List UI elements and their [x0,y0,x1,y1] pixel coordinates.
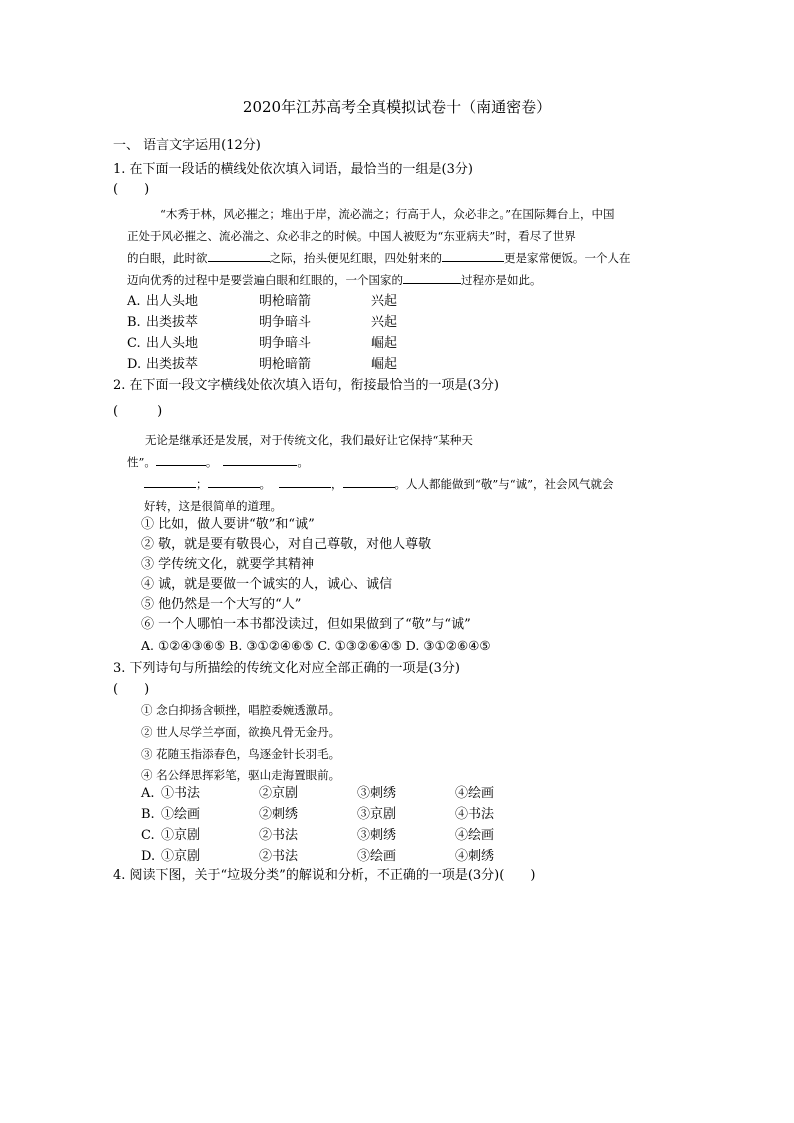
option-item: ②刺绣 [259,807,299,822]
fill-blank [343,475,395,488]
q3-stem: 3. 下列诗句与所描绘的传统文化对应全部正确的一项是(3分) [113,661,460,676]
option-item: ③刺绣 [357,786,397,801]
q2-sentence-1: ① 比如，做人要讲“敬”和“诚” [141,517,315,532]
q2-passage-text: ； [196,477,208,491]
q3-poem-1: ① 念白抑扬含顿挫，唱腔委婉透激昂。 [141,703,341,717]
fill-blank-3 [403,271,461,284]
q2-stem: 2. 在下面一段文字横线处依次填入语句，衔接最恰当的一项是(3分) [113,378,499,393]
q2-sentence-3: ③ 学传统文化，就要学其精神 [141,557,315,572]
q2-passage-text: 。人人都能做到“敬”与“诚”，社会风气就会 [394,477,614,491]
option-item: ①京剧 [161,828,201,843]
option-word: 出人头地 [146,294,199,309]
fill-blank-2 [442,249,504,262]
option-label: B. [141,807,155,822]
option-item: ①书法 [161,786,201,801]
option-item: ②京剧 [259,786,299,801]
option-item: ①京剧 [161,849,201,864]
q3-poem-2: ② 世人尽学兰亭面，欲换凡骨无金丹。 [141,725,341,739]
q2-sentence-5: ⑤ 他仍然是一个大写的“人” [141,597,302,612]
option-word: 崛起 [371,357,398,372]
fill-blank [279,475,331,488]
q1-answer-paren: ( ) [113,182,150,197]
option-label: C. [127,336,141,351]
q3-poem-3: ③ 花随玉指添春色，鸟逐金针长羽毛。 [141,747,341,761]
q1-passage-text: 之际，抬头便见红眼，四处射来的 [269,251,442,265]
fill-blank [144,475,196,488]
option-item: ④绘画 [455,828,495,843]
option-label: D. [127,357,142,372]
q2-passage-text: 。 [205,455,218,469]
option-label: D. [141,849,156,864]
option-item: ④绘画 [455,786,495,801]
exam-title: 2020年江苏高考全真模拟试卷十（南通密卷） [242,98,552,116]
option-word: 明枪暗箭 [259,294,312,309]
q1-passage-text: 的白眼，此时欲 [127,251,208,265]
q2-passage-text: 性”。 [127,455,156,469]
option-word: 出人头地 [146,336,199,351]
fill-blank-1 [208,249,270,262]
q2-answer-options: A. ①②④③⑥⑤ B. ③①②④⑥⑤ C. ①③②⑥④⑤ D. ③①②⑥④⑤ [141,638,491,653]
q2-passage-line1: 无论是继承还是发展，对于传统文化，我们最好让它保持“某种天 [145,433,473,447]
option-item: ②书法 [259,828,299,843]
q1-passage-line1: “木秀于林，风必摧之；堆出于岸，流必湍之；行高于人，众必非之。”在国际舞台上，中国 [160,207,615,221]
q2-passage-text: ， [331,477,343,491]
q2-passage-line3 [144,474,614,494]
option-word: 出类拔萃 [146,357,199,372]
q2-passage-text: 。 [259,477,271,491]
option-item: ③京剧 [357,807,397,822]
q2-sentence-6: ⑥ 一个人哪怕一本书都没读过，但如果做到了“敬”与“诚” [141,617,471,632]
q1-passage-text: 过程亦是如此。 [461,273,542,287]
q1-passage-line3 [127,248,631,268]
option-word: 出类拔萃 [146,315,199,330]
q2-sentence-4: ④ 诚，就是要做一个诚实的人，诚心、诚信 [141,577,393,592]
q2-passage-text: 。 [297,455,309,469]
option-label: C. [141,828,155,843]
option-label: A. [141,786,155,801]
q3-poem-4: ④ 名公绎思挥彩笔，驱山走海置眼前。 [141,768,341,782]
option-word: 明争暗斗 [259,336,312,351]
q1-passage-line2: 正处于风必摧之、流必湍之、众必非之的时候。中国人被贬为“东亚病夫”时，看尽了世界 [127,229,576,243]
section-heading: 一、 语言文字运用(12分) [113,138,261,153]
q3-answer-paren: ( ) [113,682,150,697]
option-word: 崛起 [371,336,398,351]
q2-passage-line2 [127,452,309,472]
option-word: 兴起 [371,294,398,309]
option-label: A. [127,294,141,309]
q1-passage-line4 [127,270,542,290]
option-word: 明枪暗箭 [259,357,312,372]
q1-passage-text: 迈向优秀的过程中是要尝遍白眼和红眼的，一个国家的 [127,273,403,287]
fill-blank [223,453,297,466]
q1-stem: 1. 在下面一段话的横线处依次填入词语，最恰当的一组是(3分) [113,162,473,177]
option-item: ④书法 [455,807,495,822]
option-item: ②书法 [259,849,299,864]
fill-blank [208,475,260,488]
q1-passage-text: 更是家常便饭。一个人在 [504,251,631,265]
option-item: ④刺绣 [455,849,495,864]
option-word: 兴起 [371,315,398,330]
q2-sentence-2: ② 敬，就是要有敬畏心，对自己尊敬，对他人尊敬 [141,537,432,552]
option-word: 明争暗斗 [259,315,312,330]
q2-passage-line4: 好转，这是很简单的道理。 [144,499,282,513]
q4-stem: 4. 阅读下图，关于“垃圾分类”的解说和分析，不正确的一项是(3分)( ) [113,868,536,883]
option-label: B. [127,315,141,330]
option-item: ③绘画 [357,849,397,864]
fill-blank [156,453,206,466]
q2-answer-paren: ( ) [113,404,163,419]
option-item: ③刺绣 [357,828,397,843]
option-item: ①绘画 [161,807,201,822]
